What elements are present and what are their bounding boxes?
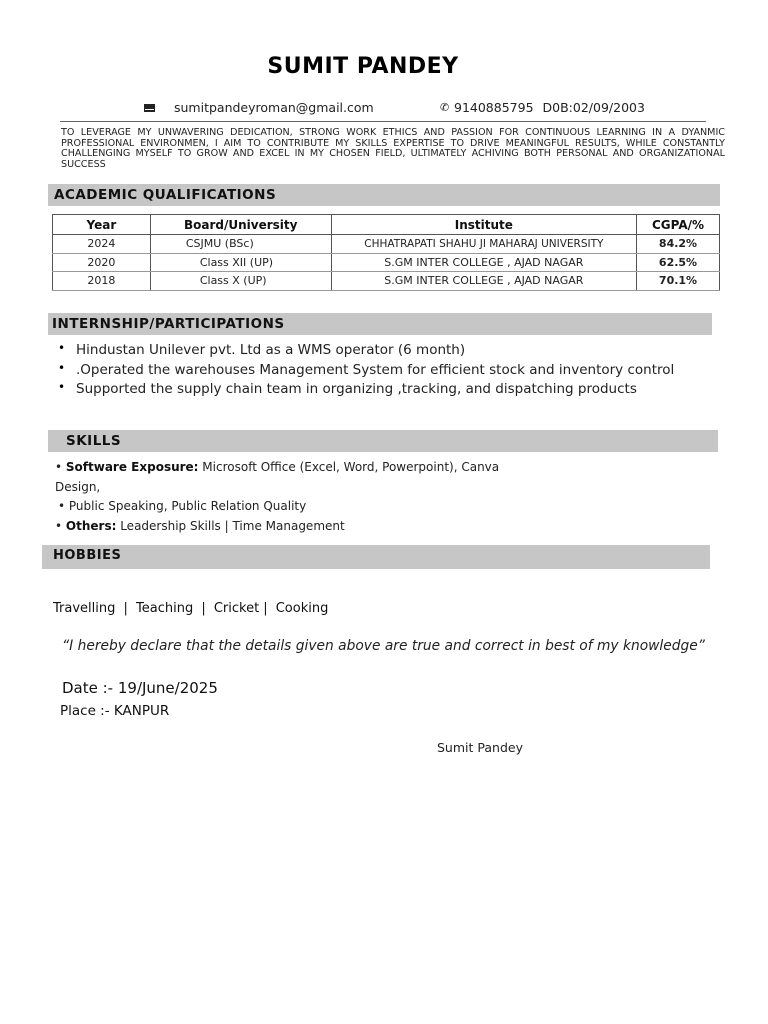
cell-board: CSJMU (BSc)	[150, 235, 331, 254]
bullet-icon: •	[55, 518, 66, 533]
envelope-icon	[144, 104, 155, 112]
cell-cgpa: 62.5%	[637, 253, 720, 272]
skill-software-continued: Design,	[55, 479, 101, 494]
hobby-item: Travelling	[53, 601, 116, 616]
column-header-board: Board/University	[150, 215, 331, 235]
career-objective: TO LEVERAGE MY UNWAVERING DEDICATION, STRONG WORK ETHICS AND PASSION FOR CONTINUOUS LEARNING IN A DYANMIC PROFESSIONAL ENVIRONMEN, I AIM TO CONTRIBUTE MY SKILLS EXPERTISE TO DRIVE MEANINGFUL RESULTS, WHILE CONSTANTLY CHALLENGING MYSELF TO GROW AND EXCEL IN MY CHOSEN FIELD, ULTIMATELY ACHIVING BOTH PERSONAL AND ORGANIZATIONAL SUCCESS	[61, 127, 725, 170]
cell-year: 2020	[53, 253, 151, 272]
table-row	[53, 235, 720, 254]
cell-year: 2024	[53, 235, 151, 254]
cell-cgpa: 70.1%	[637, 272, 720, 291]
date-line: Date :- 19/June/2025	[62, 679, 218, 697]
header-divider	[60, 121, 706, 122]
internship-item-text: Supported the supply chain team in organizing ,tracking, and dispatching products	[76, 381, 637, 397]
bullet-icon: •	[55, 460, 66, 474]
table-row	[53, 253, 720, 272]
column-header-cgpa: CGPA/%	[637, 215, 720, 235]
internship-item-text: .Operated the warehouses Management System for efficient stock and inventory control	[76, 361, 675, 378]
skills-block	[55, 458, 499, 536]
contact-email	[144, 100, 374, 115]
phone-text: 9140885795	[454, 100, 534, 115]
skill-others-label: Others:	[65, 518, 117, 533]
internship-list	[58, 341, 674, 400]
list-item	[58, 380, 674, 400]
email-text: sumitpandeyroman@gmail.com	[174, 100, 374, 115]
separator: |	[119, 601, 133, 616]
skill-software-value: Microsoft Office (Excel, Word, Powerpoint), Canva	[198, 460, 500, 474]
section-heading-internship: INTERNSHIP/PARTICIPATIONS	[48, 313, 712, 335]
section-heading-skills: SKILLS	[48, 430, 718, 452]
cell-cgpa: 84.2%	[637, 235, 720, 254]
list-item	[58, 341, 674, 361]
dob-text: D0B:02/09/2003	[542, 100, 645, 115]
bullet-icon: •	[58, 360, 66, 375]
cell-board: Class XII (UP)	[150, 253, 331, 272]
declaration-text: “I hereby declare that the details given above are true and correct in best of my knowledge”	[62, 638, 705, 654]
separator: |	[263, 601, 272, 616]
separator: |	[197, 601, 210, 616]
bullet-icon: •	[58, 380, 66, 394]
skill-soft-text: Public Speaking, Public Relation Quality	[68, 499, 307, 513]
skill-others	[55, 517, 499, 537]
cell-board: Class X (UP)	[150, 272, 331, 291]
table-row	[53, 272, 720, 291]
cell-institute: CHHATRAPATI SHAHU JI MAHARAJ UNIVERSITY	[331, 235, 636, 254]
place-line: Place :- KANPUR	[60, 703, 170, 719]
skill-software	[55, 458, 499, 478]
section-heading-academic: ACADEMIC QUALIFICATIONS	[48, 184, 720, 206]
internship-item-text: Hindustan Unilever pvt. Ltd as a WMS operator (6 month)	[76, 342, 466, 358]
signature-name: Sumit Pandey	[437, 740, 523, 755]
column-header-institute: Institute	[331, 215, 636, 235]
table-header-row	[53, 215, 720, 235]
hobby-item: Teaching	[136, 601, 194, 616]
hobbies-list	[53, 601, 328, 616]
list-item	[58, 361, 674, 381]
candidate-name: SUMIT PANDEY	[267, 54, 459, 79]
skill-software-label: Software Exposure:	[65, 460, 199, 474]
bullet-icon: •	[58, 499, 69, 513]
section-heading-hobbies: HOBBIES	[42, 545, 710, 569]
phone-icon: ✆	[440, 101, 450, 114]
bullet-icon: •	[58, 341, 66, 355]
hobby-item: Cricket	[213, 601, 260, 616]
hobby-item: Cooking	[275, 601, 329, 616]
skill-soft	[55, 497, 499, 517]
column-header-year: Year	[53, 215, 151, 235]
contact-phone	[440, 100, 645, 115]
cell-institute: S.GM INTER COLLEGE , AJAD NAGAR	[331, 272, 636, 291]
academic-table	[52, 214, 720, 291]
cell-year: 2018	[53, 272, 151, 291]
cell-institute: S.GM INTER COLLEGE , AJAD NAGAR	[331, 253, 636, 272]
skill-others-value: Leadership Skills | Time Management	[116, 518, 345, 533]
